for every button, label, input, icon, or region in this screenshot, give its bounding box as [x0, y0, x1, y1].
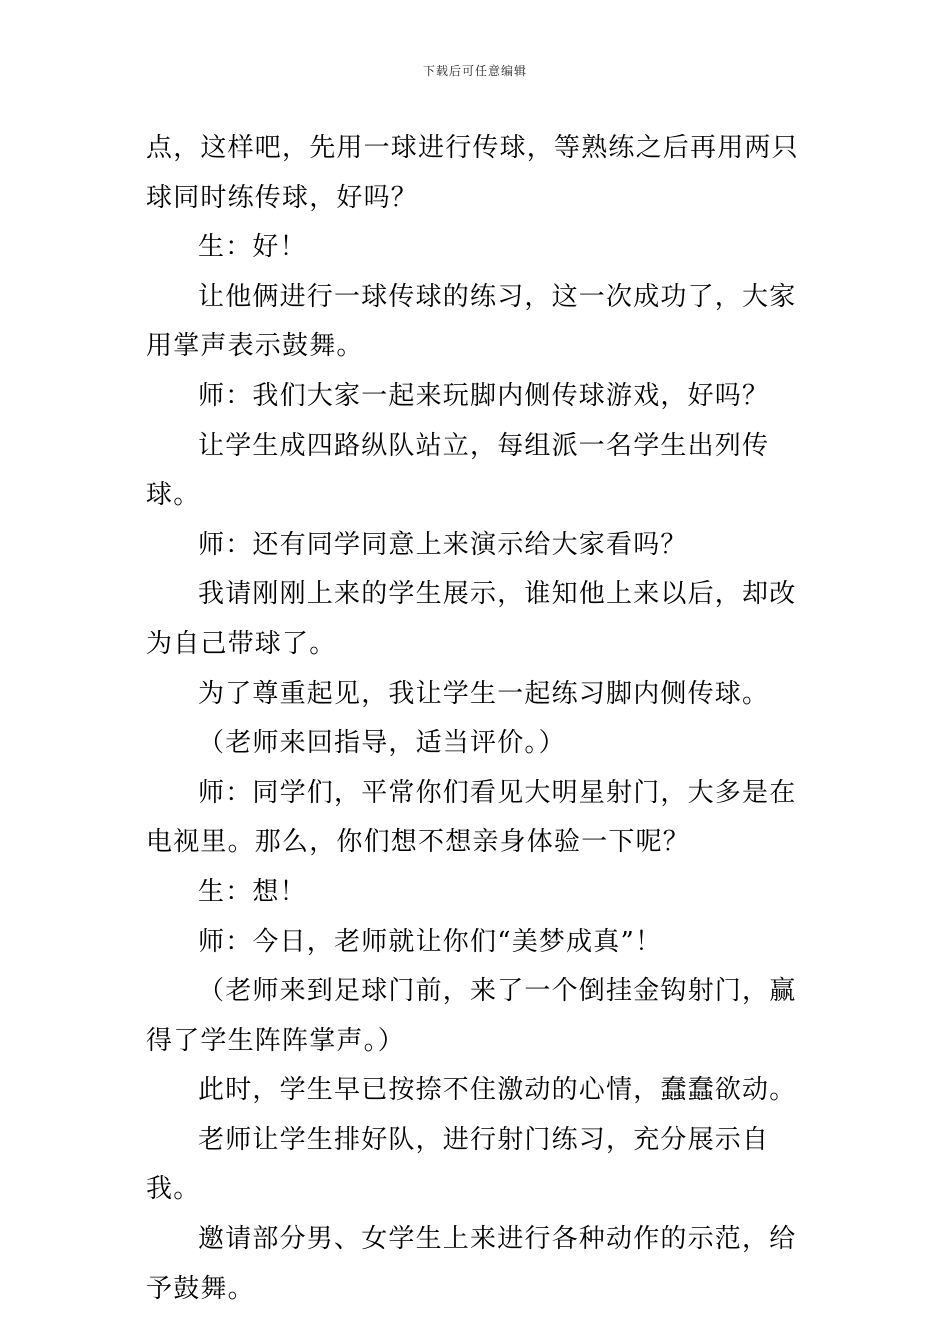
document-body: [146, 124, 806, 1314]
paragraph: 让他俩进行一球传球的练习，这一次成功了，大家用掌声表示鼓舞。: [146, 281, 797, 362]
paragraph: 老师让学生排好队，进行射门练习，充分展示自我。: [146, 1124, 770, 1205]
paragraph: 师：同学们，平常你们看见大明星射门，大多是在电视里。那么，你们想不想亲身体验一下呢？: [146, 777, 797, 858]
paragraph: （老师来回指导，适当评价。）: [198, 728, 566, 759]
header-note: 下载后可任意编辑: [422, 64, 527, 78]
paragraph: 让学生成四路纵队站立，每组派一名学生出列传球。: [146, 430, 770, 511]
paragraph: 此时，学生早已按捺不住激动的心情，蠢蠢欲动。: [198, 1075, 797, 1106]
paragraph: 我请刚刚上来的学生展示，谁知他上来以后，却改为自己带球了。: [146, 579, 797, 659]
paragraph: （老师来到足球门前，来了一个倒挂金钩射门，赢得了学生阵阵掌声。）: [146, 976, 797, 1056]
paragraph: 生：好！: [198, 232, 307, 263]
paragraph: 生：想！: [198, 876, 307, 907]
paragraph: 师：还有同学同意上来演示给大家看吗？: [198, 529, 688, 560]
paragraph: 师：我们大家一起来玩脚内侧传球游戏，好吗？: [198, 380, 770, 411]
paragraph: 为了尊重起见，我让学生一起练习脚内侧传球。: [198, 678, 770, 709]
paragraph: 邀请部分男、女学生上来进行各种动作的示范，给予鼓舞。: [146, 1224, 797, 1304]
paragraph: 师：今日，老师就让你们“美梦成真”！: [198, 926, 663, 957]
paragraph: 点，这样吧，先用一球进行传球，等熟练之后再用两只球同时练传球，好吗？: [146, 133, 799, 213]
